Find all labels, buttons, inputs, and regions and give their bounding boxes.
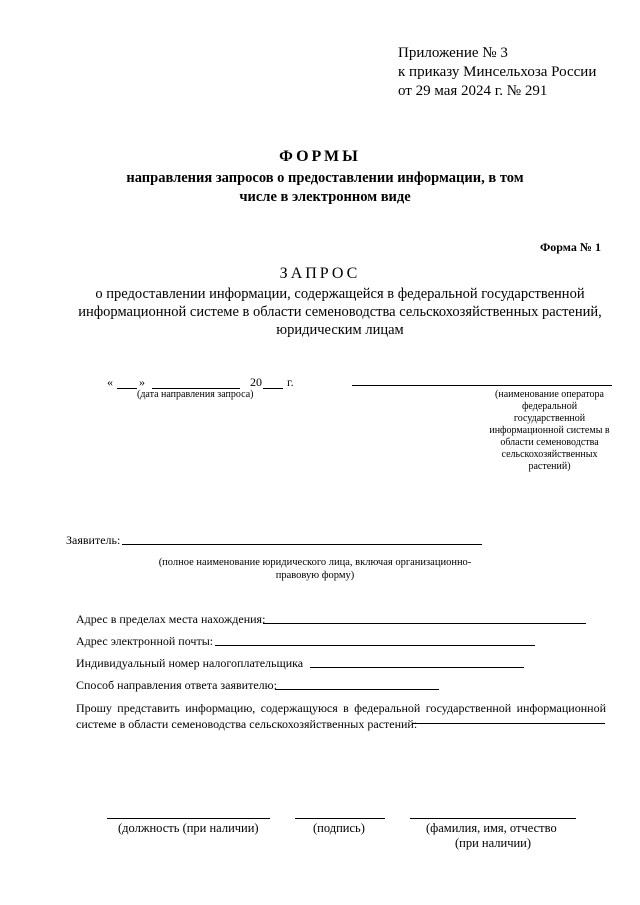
appendix-number: Приложение № 3 xyxy=(398,45,508,61)
name-caption-1: (фамилия, имя, отчество xyxy=(426,821,557,835)
inn-line[interactable] xyxy=(310,667,524,668)
date-open-quote: « xyxy=(107,375,113,389)
signature-caption: (подпись) xyxy=(313,821,365,835)
request-title: ЗАПРОС xyxy=(279,265,361,282)
position-line[interactable] xyxy=(107,818,270,819)
request-line[interactable] xyxy=(412,723,605,724)
date-year-line[interactable] xyxy=(263,388,283,389)
appendix-order: к приказу Минсельхоза России xyxy=(398,64,597,80)
appendix-header xyxy=(398,44,596,101)
name-line[interactable] xyxy=(410,818,576,819)
method-line[interactable] xyxy=(275,689,439,690)
applicant-line[interactable] xyxy=(122,544,482,545)
date-caption: (дата направления запроса) xyxy=(137,389,254,400)
appendix-date: от 29 мая 2024 г. № 291 xyxy=(398,83,548,99)
email-label: Адрес электронной почты: xyxy=(76,634,214,648)
signature-line[interactable] xyxy=(295,818,385,819)
form-number: Форма № 1 xyxy=(540,240,601,254)
date-day-line[interactable] xyxy=(117,388,137,389)
address-line[interactable] xyxy=(263,623,586,624)
inn-label: Индивидуальный номер налогоплательщика xyxy=(76,656,304,670)
position-caption: (должность (при наличии) xyxy=(118,821,259,835)
email-line[interactable] xyxy=(215,645,535,646)
date-year-prefix: 20 xyxy=(250,375,262,389)
request-text: Прошу представить информацию, содержащуюся в федеральной государственной информационной системе в области семеноводства сельскохозяйственных растений: xyxy=(76,701,606,731)
applicant-caption: (полное наименование юридического лица, включая организационно-правовую форму) xyxy=(158,557,472,581)
date-close-quote: » xyxy=(139,375,145,389)
forms-title: ФОРМЫ xyxy=(279,148,361,165)
operator-line[interactable] xyxy=(352,385,612,386)
operator-caption: (наименование оператора федеральной государственной информационной системы в области семеноводства сельскохозяйственных растений) xyxy=(489,389,610,472)
method-label: Способ направления ответа заявителю: xyxy=(76,678,277,692)
request-description: о предоставлении информации, содержащейся в федеральной государственной информационной системе в области семеноводства сельскохозяйственных растений, юридическим лицам xyxy=(78,286,602,338)
address-label: Адрес в пределах места нахождения: xyxy=(76,612,266,626)
applicant-label: Заявитель: xyxy=(66,533,121,547)
name-caption-2: (при наличии) xyxy=(455,836,532,850)
forms-subtitle: направления запросов о предоставлении информации, в том числе в электронном виде xyxy=(126,170,524,205)
date-year-suffix: г. xyxy=(287,375,294,389)
